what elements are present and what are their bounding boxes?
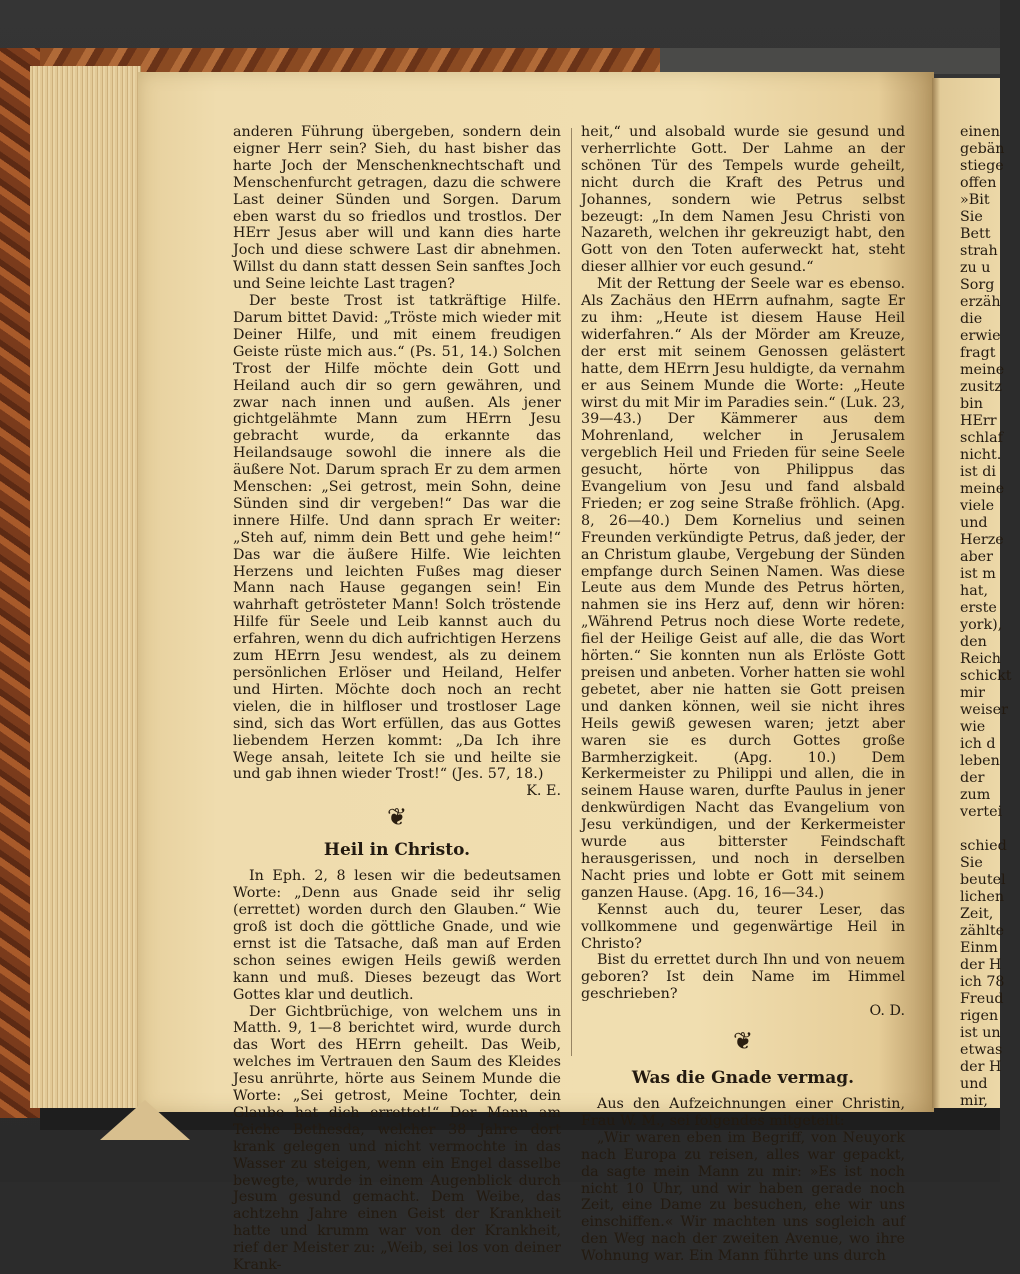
facing-page-line: wie (960, 719, 1020, 736)
facing-page-line: einen (960, 124, 1020, 141)
facing-page-line: aber (960, 549, 1020, 566)
facing-page-line: Zeit, (960, 906, 1020, 923)
facing-page-line: Bett (960, 226, 1020, 243)
facing-page-line: Sie (960, 209, 1020, 226)
facing-page-line: etwas (960, 1042, 1020, 1059)
facing-page-line: erzäh (960, 294, 1020, 311)
page-edges (30, 66, 141, 1108)
facing-page-line: zum (960, 787, 1020, 804)
author-signature: O. D. (581, 1003, 905, 1020)
facing-page-line: york), (960, 617, 1020, 634)
paragraph: Mit der Rettung der Seele war es ebenso. Als Zachäus den HErrn aufnahm, sagte Er zu ihm: „Heute ist diesem Hause Heil widerfahren.“ Als der Mörder am Kreuze, der erst mit seinem Genossen gelästert hatte, dem HErrn Jesu huldigte, da vernahm er aus Seinem Munde die Worte: „Heute wirst du mit Mir im Paradies sein.“ (Luk. 23, 39—43.) Der Kämmerer aus dem Mohrenland, welcher in Jerusalem vergeblich Heil und Frieden für seine Seele gesucht, hörte von Philippus das Evangelium von Jesu und fand alsbald Frieden; er zog seine Straße fröhlich. (Apg. 8, 26—40.) Dem Kornelius und seinen Freunden verkündigte Petrus, daß jeder, der an Christum glaube, Vergebung der Sünden empfange durch Seinen Namen. Was diese Leute aus dem Munde des Petrus hörten, nahmen sie ins Herz auf, denn wir hören: „Während Petrus noch diese Worte redete, fiel der Heilige Geist auf alle, die das Wort hörten.“ Sie konnten nun als Erlöste Gott preisen und anbeten. Vorher hatten sie wohl gebetet, aber nie hatten sie Gott preisen und danken können, weil sie nicht ihres Heils gewiß gewesen waren; jetzt aber waren sie es durch Gottes große Barmherzigkeit. (Apg. 10.) Dem Kerkermeister zu Philippi und allen, die in seinem Hause waren, durfte Paulus in jener denkwürdigen Nacht das Evangelium von Jesu verkündigen, und der Kerkermeister wurde aus bitterster Feindschaft herausgerissen, und noch in derselben Nacht pries und lobte er Gott mit seinem ganzen Hause. (Apg. 16, 16—34.) (581, 276, 905, 902)
ornament: ❦ (233, 800, 561, 834)
facing-page-line: Sie (960, 855, 1020, 872)
facing-page-line: Herze (960, 532, 1020, 549)
facing-page-line: der H (960, 957, 1020, 974)
paragraph: „Wir waren eben im Begriff, von Neuyork nach Europa zu reisen, alles war gepackt, da sagte mein Mann zu mir: »Es ist noch nicht 10 Uhr, und wir haben gerade noch Zeit, eine Dame zu besuchen, ehe wir uns einschiffen.« Wir machten uns sogleich auf den Weg nach der zweiten Avenue, wo ihre Wohnung war. Ein Mann führte uns durch (581, 1130, 905, 1265)
left-column-part2 (233, 868, 561, 1274)
facing-page-line: hat, (960, 583, 1020, 600)
facing-page-line: den (960, 634, 1020, 651)
book-cover-top-dark (660, 48, 1000, 74)
right-column-part1 (581, 124, 905, 1020)
left-column (233, 124, 561, 1274)
facing-page-line: beutel (960, 872, 1020, 889)
facing-page-line: viele (960, 498, 1020, 515)
facing-page-line: fragt (960, 345, 1020, 362)
facing-page-line: und (960, 515, 1020, 532)
paragraph: In Eph. 2, 8 lesen wir die bedeutsamen Worte: „Denn aus Gnade seid ihr selig (errettet) worden durch den Glauben.“ Wie groß ist doch die göttliche Gnade, und wie ernst ist die Tatsache, daß man auf Erden schon seines ewigen Heils gewiß werden kann und muß. Dieses bezeugt das Wort Gottes klar und deutlich. (233, 868, 561, 1003)
paragraph: Der Gichtbrüchige, von welchem uns in Matth. 9, 1—8 berichtet wird, wurde durch das Wort des HErrn geheilt. Das Weib, welches im Vertrauen den Saum des Kleides Jesu anrührte, hörte aus Seinem Munde die Worte: „Sei getrost, Meine Tochter, dein Glaube hat dich errettet!“ Der Mann am Teiche Bethesda, welcher 38 Jahre dort krank gelegen und nicht vermochte in das Wasser zu steigen, wenn ein Engel dasselbe bewegte, wurde in einem Augenblick durch Jesum gesund gemacht. Dem Weibe, das achtzehn Jahre einen Geist der Krankheit hatte und krumm war von der Krankheit, rief der Meister zu: „Weib, sei los von deiner Krank- (233, 1004, 561, 1274)
facing-page-line: zu u (960, 260, 1020, 277)
facing-page-line: mir, (960, 1093, 1020, 1110)
facing-page-line: bin (960, 396, 1020, 413)
facing-page-line: ist m (960, 566, 1020, 583)
facing-page-text (960, 124, 1020, 1110)
facing-page-line: »Bit (960, 192, 1020, 209)
facing-page-line: schlaf (960, 430, 1020, 447)
paragraph: Bist du errettet durch Ihn und von neuem geboren? Ist dein Name im Himmel geschrieben? (581, 952, 905, 1003)
facing-page-line: ist di (960, 464, 1020, 481)
facing-page-line: erwie (960, 328, 1020, 345)
paragraph: anderen Führung übergeben, sondern dein eigner Herr sein? Sieh, du hast bisher das harte Joch der Menschenknechtschaft und Menschenfurcht getragen, dazu die schwere Last deiner Sünden und Sorgen. Darum eben warst du so friedlos und trostlos. Der HErr Jesus aber will und kann dies harte Joch und diese schwere Last dir abnehmen. Willst du dann statt dessen Sein sanftes Joch und Seine leichte Last tragen? (233, 124, 561, 293)
facing-page-line: rigen (960, 1008, 1020, 1025)
facing-page-line: gebän (960, 141, 1020, 158)
facing-page-line: meine (960, 481, 1020, 498)
facing-page-line: Reich (960, 651, 1020, 668)
right-column-part2 (581, 1096, 905, 1265)
facing-page-line: nicht. (960, 447, 1020, 464)
column-divider (571, 128, 572, 1056)
left-column-part1 (233, 124, 561, 800)
facing-page-line: schied (960, 838, 1020, 855)
ornament-2: ❦ (581, 1024, 905, 1058)
facing-page-line: erste (960, 600, 1020, 617)
facing-page-line: die (960, 311, 1020, 328)
facing-page-line: offen (960, 175, 1020, 192)
facing-page-line: weiser (960, 702, 1020, 719)
facing-page-line: mir (960, 685, 1020, 702)
heading-heil-in-christo: Heil in Christo. (233, 836, 561, 864)
facing-page-line: zusitz (960, 379, 1020, 396)
facing-page-line: ich d (960, 736, 1020, 753)
paragraph: Kennst auch du, teurer Leser, das vollkommene und gegenwärtige Heil in Christo? (581, 902, 905, 953)
paragraph: Der beste Trost ist tatkräftige Hilfe. Darum bittet David: „Tröste mich wieder mit Deiner Hilfe, und mit einem freudigen Geiste rüste mich aus.“ (Ps. 51, 14.) Solchen Trost der Hilfe möchte dein Gott und Heiland auch dir so gern gewähren, und zwar nach innen und außen. Als jener gichtgelähmte Mann zum HErrn Jesu gebracht wurde, da erkannte das Heilandsauge sowohl die innere als die äußere Not. Darum sprach Er zu dem armen Menschen: „Sei getrost, mein Sohn, deine Sünden sind dir vergeben!“ Das war die innere Hilfe. Und dann sprach Er weiter: „Steh auf, nimm dein Bett und gehe heim!“ Das war die äußere Hilfe. Wie leichten Herzens und leichten Fußes mag dieser Mann nach Hause gegangen sein! Ein wahrhaft getrösteter Mann! Solch tröstende Hilfe für Seele und Leib kannst auch du erfahren, wenn du dich aufrichtigen Herzens zum HErrn Jesu wendest, als zu deinem persönlichen Erlöser und Heiland, Helfer und Hirten. Möchte doch noch an recht vielen, die in hilfloser und trostloser Lage sind, sich das Wort erfüllen, das aus Gottes liebendem Herzen kommt: „Da Ich ihre Wege ansah, leitete Ich sie und heilte sie und gab ihnen wieder Trost!“ (Jes. 57, 18.) (233, 293, 561, 783)
facing-page-line: vertei (960, 804, 1020, 821)
facing-page-line: und (960, 1076, 1020, 1093)
page-corner (100, 1100, 190, 1140)
facing-page-line: lichen (960, 889, 1020, 906)
facing-page-line: meine (960, 362, 1020, 379)
facing-page-line: leben (960, 753, 1020, 770)
facing-page-line: schickt (960, 668, 1020, 685)
facing-page-line: Einm (960, 940, 1020, 957)
facing-page-line: Sorg (960, 277, 1020, 294)
facing-page-line: strah (960, 243, 1020, 260)
author-signature: K. E. (233, 783, 561, 800)
facing-page-line: stiege (960, 158, 1020, 175)
heading-was-die-gnade-vermag: Was die Gnade vermag. (581, 1064, 905, 1092)
right-column (581, 124, 905, 1265)
facing-page-line (960, 821, 1020, 838)
paragraph: Aus den Aufzeichnungen einer Christin, Frau W. M., sei folgendes mitgeteilt: (581, 1096, 905, 1130)
facing-page-line: Freud (960, 991, 1020, 1008)
paragraph: heit,“ und alsobald wurde sie gesund und verherrlichte Gott. Der Lahme an der schönen Tür des Tempels wurde geheilt, nicht durch die Kraft des Petrus und Johannes, sondern wie Petrus selbst bezeugt: „In dem Namen Jesu Christi von Nazareth, welchen ihr gekreuzigt habt, den Gott von den Toten auferweckt hat, steht dieser allhier vor euch gesund.“ (581, 124, 905, 276)
facing-page-line: der (960, 770, 1020, 787)
facing-page-line: der H (960, 1059, 1020, 1076)
facing-page-line: ich 78 (960, 974, 1020, 991)
facing-page-line: HErr (960, 413, 1020, 430)
facing-page-line: ist un (960, 1025, 1020, 1042)
facing-page-line: zählte (960, 923, 1020, 940)
